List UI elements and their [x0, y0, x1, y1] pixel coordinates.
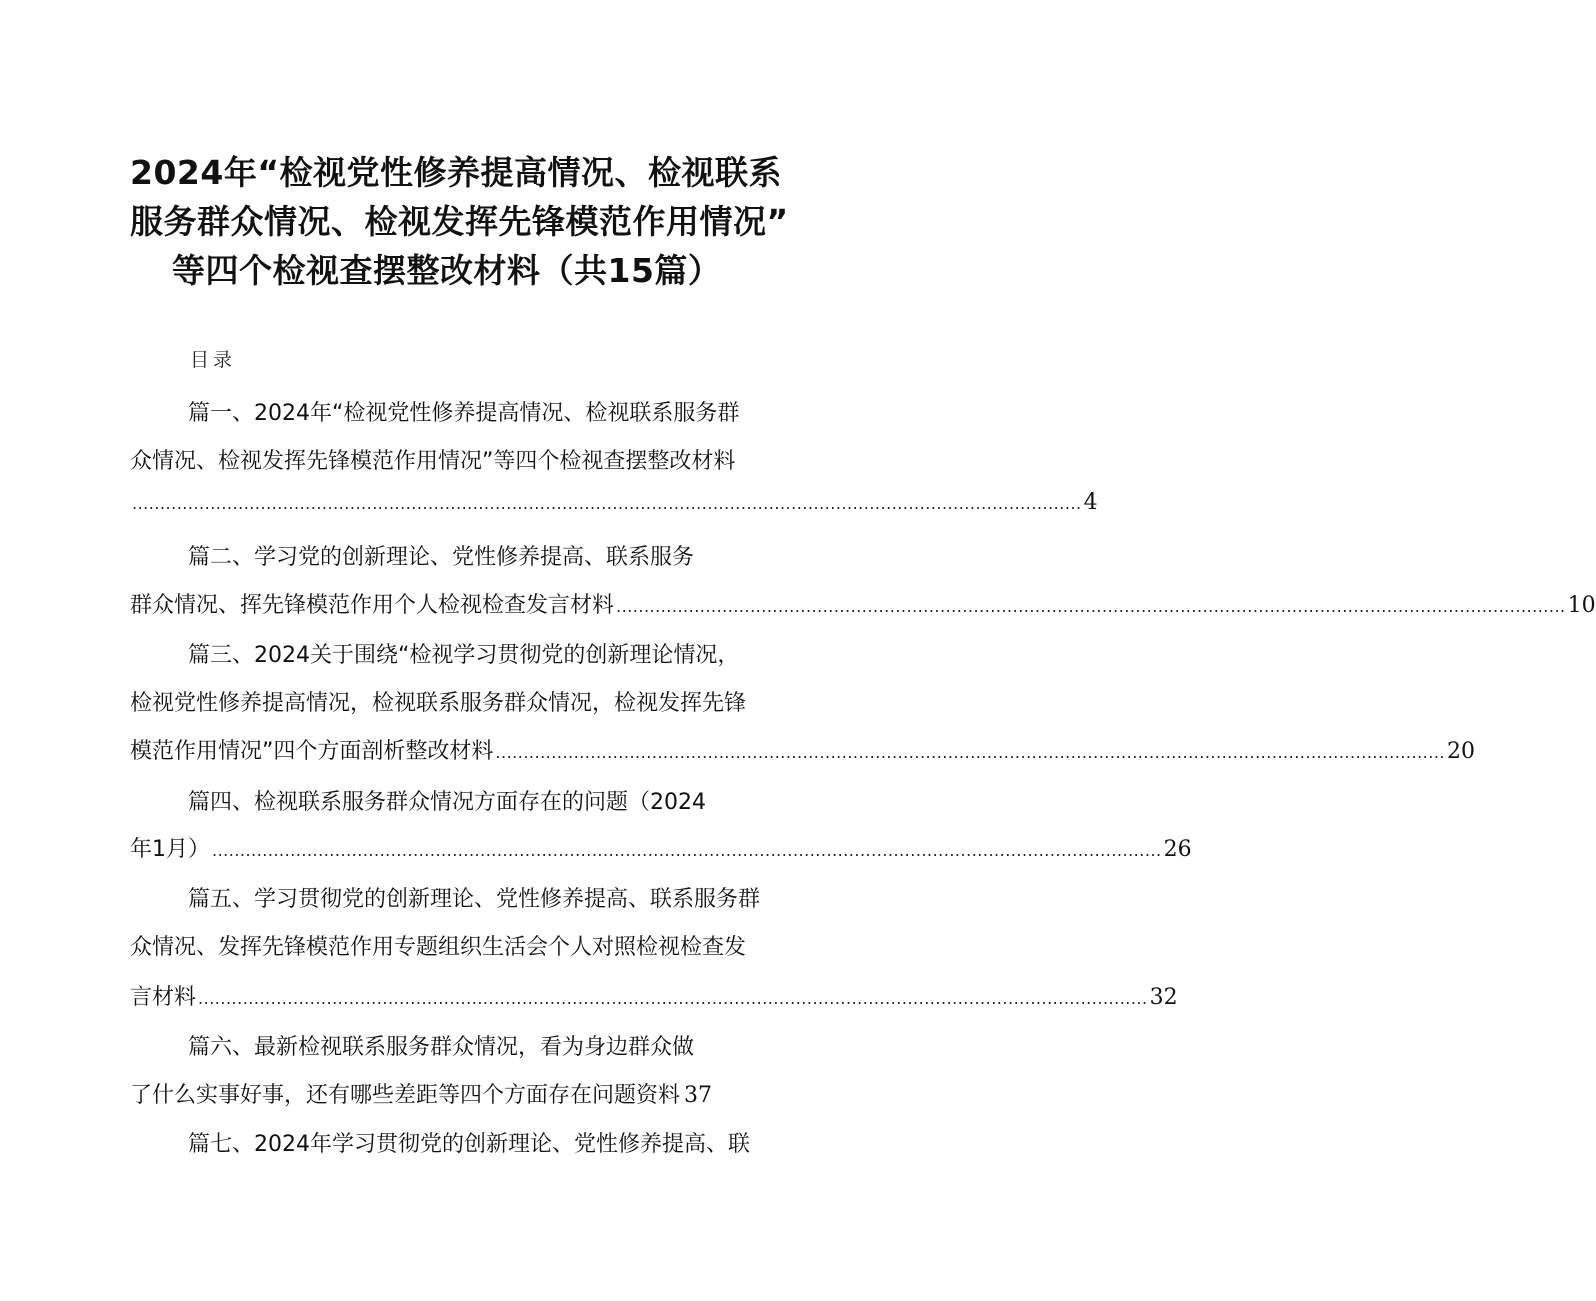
toc-entry-2-line-1[interactable]: 篇二、学习党的创新理论、党性修养提高、联系服务 — [188, 545, 695, 570]
toc-entry-1-leader-row[interactable] — [130, 490, 1098, 515]
toc-entry-5-line-1[interactable]: 篇五、学习贯彻党的创新理论、党性修养提高、联系服务群 — [188, 887, 761, 912]
toc-label: 目录 — [190, 349, 237, 371]
toc-entry-4-leader-row[interactable] — [130, 832, 1192, 863]
leader-dots: .......................................................................................................................................................................... — [198, 989, 1148, 1008]
toc-entry-3-line-3: 模范作用情况”四个方面剖析整改材料 — [130, 739, 494, 764]
document-title-line-1: 2024年“检视党性修养提高情况、检视联系 — [130, 153, 783, 192]
toc-entry-5-leader-row[interactable] — [130, 980, 1178, 1011]
toc-entry-5-line-2[interactable]: 众情况、发挥先锋模范作用专题组织生活会个人对照检视检查发 — [130, 935, 747, 960]
toc-entry-5-page-number: 32 — [1149, 985, 1178, 1010]
toc-entry-4-page-number: 26 — [1163, 837, 1192, 862]
leader-dots: .......................................................................................................................................................................... — [132, 494, 1082, 513]
toc-entry-6-leader-row[interactable] — [130, 1078, 712, 1109]
document-title-line-2: 服务群众情况、检视发挥先锋模范作用情况” — [130, 202, 789, 241]
toc-entry-3-leader-row[interactable] — [130, 734, 1476, 765]
toc-entry-4-line-2: 年1月） — [130, 837, 210, 862]
toc-entry-1-line-2[interactable]: 众情况、检视发挥先锋模范作用情况”等四个检视查摆整改材料 — [130, 449, 736, 474]
toc-entry-2-leader-row[interactable] — [130, 588, 1596, 619]
toc-entry-1-page-number: 4 — [1083, 490, 1098, 515]
toc-entry-3-line-1[interactable]: 篇三、2024关于围绕“检视学习贯彻党的创新理论情况， — [188, 643, 740, 668]
leader-dots: .......................................................................................................................................................................... — [212, 841, 1162, 860]
toc-entry-2-line-2: 群众情况、挥先锋模范作用个人检视检查发言材料 — [130, 593, 615, 618]
leader-dots: .......................................................................................................................................................................... — [616, 597, 1566, 616]
toc-entry-3-page-number: 20 — [1447, 739, 1476, 764]
toc-entry-2-page-number: 10 — [1567, 593, 1596, 618]
leader-dots: .......................................................................................................................................................................... — [495, 743, 1446, 762]
toc-entry-7-line-1[interactable]: 篇七、2024年学习贯彻党的创新理论、党性修养提高、联 — [188, 1132, 750, 1157]
toc-entry-6-line-1[interactable]: 篇六、最新检视联系服务群众情况，看为身边群众做 — [188, 1035, 695, 1060]
toc-entry-4-line-1[interactable]: 篇四、检视联系服务群众情况方面存在的问题（2024 — [188, 790, 706, 815]
toc-entry-3-line-2[interactable]: 检视党性修养提高情况，检视联系服务群众情况，检视发挥先锋 — [130, 691, 747, 716]
toc-entry-1-line-1[interactable]: 篇一、2024年“检视党性修养提高情况、检视联系服务群 — [188, 401, 740, 426]
toc-entry-5-line-3: 言材料 — [130, 985, 197, 1010]
document-title-line-3: 等四个检视查摆整改材料（共15篇） — [172, 251, 722, 290]
toc-entry-6-page-number: 37 — [684, 1083, 713, 1108]
toc-entry-6-line-2: 了什么实事好事，还有哪些差距等四个方面存在问题资料 — [130, 1083, 681, 1108]
